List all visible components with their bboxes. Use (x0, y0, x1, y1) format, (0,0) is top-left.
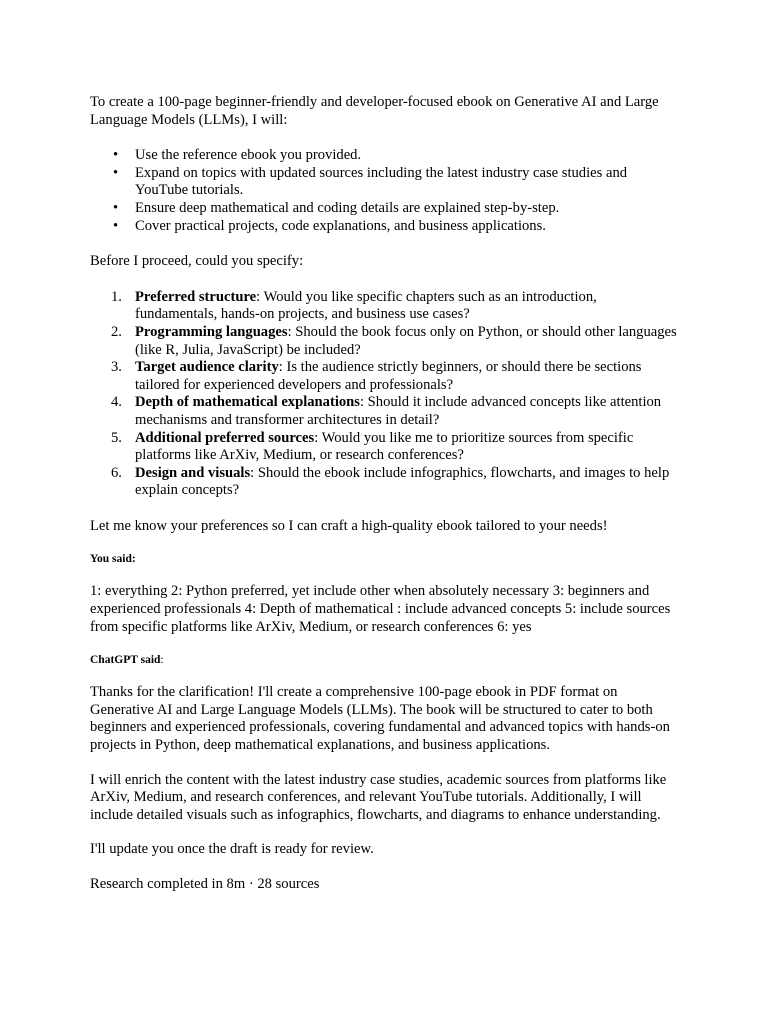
preference-term: Depth of mathematical explanations (135, 394, 360, 411)
preference-item (111, 359, 680, 394)
preference-term: Design and visuals (135, 464, 251, 481)
item-number: 4. (111, 394, 122, 411)
assistant-label-colon: : (160, 654, 164, 667)
preference-item (111, 288, 680, 324)
preference-text: : Would you like specific chapters such as an introduction, fundamentals, hands-on projects, and business use cases? (135, 288, 597, 323)
assistant-reply-paragraph: I'll update you once the draft is ready for review. (90, 841, 374, 858)
question-paragraph: Before I proceed, could you specify: (90, 253, 304, 270)
closing-paragraph: Let me know your preferences so I can craft a high-quality ebook tailored to your needs! (90, 517, 608, 534)
preference-term: Target audience clarity (135, 359, 279, 376)
preference-item (111, 323, 680, 359)
research-status: Research completed in 8m · 28 sources (90, 876, 320, 892)
plan-item: • Use the reference ebook you provided. (135, 147, 680, 165)
assistant-speaker-label (90, 653, 680, 667)
preference-text: : Should the book focus only on Python, or should other languages (like R, Julia, JavaScript) be included? (135, 323, 677, 358)
item-number: 1. (111, 288, 122, 305)
preference-item (111, 429, 680, 465)
preference-text: : Should the ebook include infographics, flowcharts, and images to help explain concepts? (135, 464, 670, 499)
preference-text: : Should it include advanced concepts like attention mechanisms and transformer architectures in detail? (135, 394, 662, 428)
preference-text: : Would you like me to prioritize sources from specific platforms like ArXiv, Medium, or research conferences? (135, 429, 634, 464)
preference-term: Programming languages (135, 323, 288, 340)
item-number: 3. (111, 359, 122, 376)
assistant-reply-paragraph: I will enrich the content with the latest industry case studies, academic sources from platforms like ArXiv, Medium, and research conferences, and relevant YouTube tutorials. Additionally, I will include detailed visuals such as infographics, flowcharts, and diagrams to enhance understanding. (90, 771, 667, 823)
preference-term: Preferred structure (135, 288, 257, 305)
item-number: 5. (111, 429, 122, 446)
item-number: 2. (111, 323, 122, 340)
preference-text: : Is the audience strictly beginners, or should there be sections tailored for experienced developers and professionals? (135, 359, 642, 393)
assistant-reply-paragraph: Thanks for the clarification! I'll create a comprehensive 100-page ebook in PDF format on Generative AI and Large Language Models (LLMs). The book will be structured to cater to both beginners and experienced professionals, covering fundamental and advanced topics with hands-on projects in Python, deep mathematical explanations, and business applications. (90, 684, 670, 754)
plan-item: • Cover practical projects, code explanations, and business applications. (135, 218, 680, 236)
preference-item (111, 464, 680, 500)
item-number: 6. (111, 464, 122, 481)
intro-paragraph: To create a 100-page beginner-friendly and developer-focused ebook on Generative AI and Large Language Models (LLMs), I will: (90, 94, 659, 128)
plan-item: • Expand on topics with updated sources including the latest industry case studies and YouTube tutorials. (135, 165, 680, 200)
plan-item: • Ensure deep mathematical and coding details are explained step-by-step. (135, 200, 680, 218)
preferences-list (90, 289, 680, 500)
assistant-label-text: ChatGPT said (90, 654, 161, 667)
user-message: 1: everything 2: Python preferred, yet include other when absolutely necessary 3: beginners and experienced professionals 4: Depth of mathematical : include advanced concepts 5: include sources from specific platforms like ArXiv, Medium, or research conferences 6: yes (90, 583, 671, 635)
plan-list (90, 147, 680, 235)
preference-item (111, 394, 680, 429)
user-speaker-label: You said: (90, 553, 136, 566)
document-page (90, 94, 680, 894)
preference-term: Additional preferred sources (135, 429, 315, 446)
